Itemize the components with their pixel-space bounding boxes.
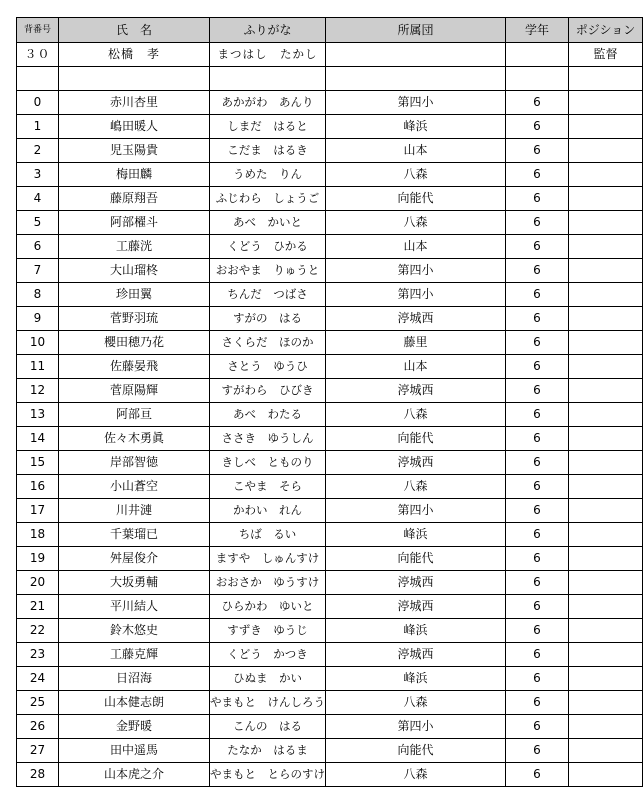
player-position bbox=[569, 355, 643, 379]
player-position bbox=[569, 259, 643, 283]
player-position bbox=[569, 667, 643, 691]
blank-row bbox=[17, 67, 643, 91]
player-row bbox=[17, 307, 643, 331]
player-name: 工藤克輝 bbox=[59, 643, 210, 667]
player-name: 嶋田暖人 bbox=[59, 115, 210, 139]
header-number: 背番号 bbox=[17, 18, 59, 43]
player-kana: くどう ひかる bbox=[210, 235, 326, 259]
player-number: 10 bbox=[17, 331, 59, 355]
blank-cell bbox=[59, 67, 210, 91]
player-kana: ささき ゆうしん bbox=[210, 427, 326, 451]
player-kana: たなか はるま bbox=[210, 739, 326, 763]
player-row bbox=[17, 763, 643, 787]
player-kana: おおやま りゅうと bbox=[210, 259, 326, 283]
player-row bbox=[17, 403, 643, 427]
player-position bbox=[569, 619, 643, 643]
player-name: 山本虎之介 bbox=[59, 763, 210, 787]
player-team: 渟城西 bbox=[326, 379, 506, 403]
header-kana: ふりがな bbox=[210, 18, 326, 43]
blank-cell bbox=[506, 67, 569, 91]
player-position bbox=[569, 427, 643, 451]
player-team: 山本 bbox=[326, 139, 506, 163]
player-team: 第四小 bbox=[326, 499, 506, 523]
player-grade: 6 bbox=[506, 403, 569, 427]
player-team: 峰浜 bbox=[326, 523, 506, 547]
player-row bbox=[17, 475, 643, 499]
player-position bbox=[569, 499, 643, 523]
player-team: 峰浜 bbox=[326, 667, 506, 691]
player-position bbox=[569, 91, 643, 115]
player-name: 櫻田穂乃花 bbox=[59, 331, 210, 355]
player-grade: 6 bbox=[506, 331, 569, 355]
player-number: 11 bbox=[17, 355, 59, 379]
player-position bbox=[569, 595, 643, 619]
player-name: 佐々木勇眞 bbox=[59, 427, 210, 451]
player-row bbox=[17, 355, 643, 379]
player-number: 3 bbox=[17, 163, 59, 187]
player-row bbox=[17, 331, 643, 355]
player-kana: うめた りん bbox=[210, 163, 326, 187]
player-row bbox=[17, 427, 643, 451]
player-kana: ふじわら しょうご bbox=[210, 187, 326, 211]
player-grade: 6 bbox=[506, 715, 569, 739]
coach-kana: まつはし たかし bbox=[210, 43, 326, 67]
player-position bbox=[569, 643, 643, 667]
player-row bbox=[17, 379, 643, 403]
player-team: 渟城西 bbox=[326, 571, 506, 595]
player-name: 岸部智徳 bbox=[59, 451, 210, 475]
player-row bbox=[17, 643, 643, 667]
player-grade: 6 bbox=[506, 547, 569, 571]
player-number: 12 bbox=[17, 379, 59, 403]
player-team: 渟城西 bbox=[326, 643, 506, 667]
player-grade: 6 bbox=[506, 91, 569, 115]
player-position bbox=[569, 739, 643, 763]
player-row bbox=[17, 547, 643, 571]
player-kana: おおさか ゆうすけ bbox=[210, 571, 326, 595]
player-number: 19 bbox=[17, 547, 59, 571]
player-row bbox=[17, 235, 643, 259]
player-name: 佐藤晏飛 bbox=[59, 355, 210, 379]
player-number: 28 bbox=[17, 763, 59, 787]
player-name: 田中遥馬 bbox=[59, 739, 210, 763]
blank-cell bbox=[569, 67, 643, 91]
header-grade: 学年 bbox=[506, 18, 569, 43]
player-row bbox=[17, 451, 643, 475]
player-row bbox=[17, 211, 643, 235]
player-position bbox=[569, 403, 643, 427]
player-team: 第四小 bbox=[326, 283, 506, 307]
player-position bbox=[569, 283, 643, 307]
player-team: 八森 bbox=[326, 163, 506, 187]
player-grade: 6 bbox=[506, 355, 569, 379]
player-grade: 6 bbox=[506, 619, 569, 643]
player-team: 藤里 bbox=[326, 331, 506, 355]
player-team: 向能代 bbox=[326, 187, 506, 211]
blank-cell bbox=[17, 67, 59, 91]
player-name: 阿部亘 bbox=[59, 403, 210, 427]
player-row bbox=[17, 667, 643, 691]
header-row bbox=[17, 18, 643, 43]
player-row bbox=[17, 619, 643, 643]
player-number: 21 bbox=[17, 595, 59, 619]
player-number: 5 bbox=[17, 211, 59, 235]
player-grade: 6 bbox=[506, 739, 569, 763]
player-position bbox=[569, 331, 643, 355]
player-team: 八森 bbox=[326, 763, 506, 787]
player-name: 舛屋俊介 bbox=[59, 547, 210, 571]
blank-cell bbox=[210, 67, 326, 91]
player-name: 珍田翼 bbox=[59, 283, 210, 307]
player-kana: ますや しゅんすけ bbox=[210, 547, 326, 571]
player-grade: 6 bbox=[506, 475, 569, 499]
player-team: 峰浜 bbox=[326, 619, 506, 643]
player-team: 渟城西 bbox=[326, 451, 506, 475]
player-name: 児玉陽貴 bbox=[59, 139, 210, 163]
player-name: 鈴木悠史 bbox=[59, 619, 210, 643]
roster-table bbox=[16, 17, 643, 787]
player-number: 13 bbox=[17, 403, 59, 427]
player-position bbox=[569, 211, 643, 235]
player-kana: ひらかわ ゆいと bbox=[210, 595, 326, 619]
player-name: 山本健志朗 bbox=[59, 691, 210, 715]
player-row bbox=[17, 139, 643, 163]
player-position bbox=[569, 451, 643, 475]
player-name: 平川結人 bbox=[59, 595, 210, 619]
player-kana: こやま そら bbox=[210, 475, 326, 499]
player-grade: 6 bbox=[506, 427, 569, 451]
player-grade: 6 bbox=[506, 235, 569, 259]
player-number: 7 bbox=[17, 259, 59, 283]
player-position bbox=[569, 187, 643, 211]
coach-number: ３０ bbox=[17, 43, 59, 67]
player-name: 赤川杏里 bbox=[59, 91, 210, 115]
player-row bbox=[17, 523, 643, 547]
player-kana: きしべ とものり bbox=[210, 451, 326, 475]
player-row bbox=[17, 115, 643, 139]
player-name: 工藤洸 bbox=[59, 235, 210, 259]
player-name: 大坂勇輔 bbox=[59, 571, 210, 595]
player-kana: すがの はる bbox=[210, 307, 326, 331]
player-position bbox=[569, 523, 643, 547]
player-team: 第四小 bbox=[326, 715, 506, 739]
player-position bbox=[569, 139, 643, 163]
player-kana: こだま はるき bbox=[210, 139, 326, 163]
player-team: 峰浜 bbox=[326, 115, 506, 139]
player-team: 渟城西 bbox=[326, 595, 506, 619]
player-row bbox=[17, 259, 643, 283]
player-grade: 6 bbox=[506, 451, 569, 475]
player-kana: すがわら ひびき bbox=[210, 379, 326, 403]
player-row bbox=[17, 571, 643, 595]
player-kana: しまだ はると bbox=[210, 115, 326, 139]
player-kana: ひぬま かい bbox=[210, 667, 326, 691]
player-row bbox=[17, 595, 643, 619]
player-number: 27 bbox=[17, 739, 59, 763]
player-number: 25 bbox=[17, 691, 59, 715]
player-row bbox=[17, 715, 643, 739]
player-row bbox=[17, 499, 643, 523]
player-row bbox=[17, 91, 643, 115]
player-number: 20 bbox=[17, 571, 59, 595]
coach-name: 松橋 孝 bbox=[59, 43, 210, 67]
player-number: 2 bbox=[17, 139, 59, 163]
player-name: 日沼海 bbox=[59, 667, 210, 691]
player-team: 第四小 bbox=[326, 259, 506, 283]
player-team: 向能代 bbox=[326, 739, 506, 763]
player-grade: 6 bbox=[506, 259, 569, 283]
player-grade: 6 bbox=[506, 763, 569, 787]
player-name: 川井漣 bbox=[59, 499, 210, 523]
player-number: 14 bbox=[17, 427, 59, 451]
roster-sheet bbox=[16, 17, 643, 787]
player-row bbox=[17, 739, 643, 763]
player-number: 6 bbox=[17, 235, 59, 259]
player-name: 大山瑠柊 bbox=[59, 259, 210, 283]
player-row bbox=[17, 187, 643, 211]
player-kana: くどう かつき bbox=[210, 643, 326, 667]
player-number: 17 bbox=[17, 499, 59, 523]
coach-row bbox=[17, 43, 643, 67]
player-grade: 6 bbox=[506, 307, 569, 331]
player-number: 4 bbox=[17, 187, 59, 211]
player-grade: 6 bbox=[506, 691, 569, 715]
player-position bbox=[569, 307, 643, 331]
coach-team bbox=[326, 43, 506, 67]
player-row bbox=[17, 163, 643, 187]
player-position bbox=[569, 571, 643, 595]
player-team: 八森 bbox=[326, 211, 506, 235]
player-grade: 6 bbox=[506, 667, 569, 691]
player-name: 阿部櫂斗 bbox=[59, 211, 210, 235]
player-number: 22 bbox=[17, 619, 59, 643]
player-position bbox=[569, 115, 643, 139]
player-team: 八森 bbox=[326, 475, 506, 499]
player-grade: 6 bbox=[506, 211, 569, 235]
player-name: 菅原陽輝 bbox=[59, 379, 210, 403]
player-number: 8 bbox=[17, 283, 59, 307]
player-name: 藤原翔吾 bbox=[59, 187, 210, 211]
player-row bbox=[17, 283, 643, 307]
player-number: 16 bbox=[17, 475, 59, 499]
player-grade: 6 bbox=[506, 163, 569, 187]
player-grade: 6 bbox=[506, 571, 569, 595]
header-position: ポジション bbox=[569, 18, 643, 43]
player-number: 26 bbox=[17, 715, 59, 739]
blank-cell bbox=[326, 67, 506, 91]
player-team: 八森 bbox=[326, 691, 506, 715]
player-team: 向能代 bbox=[326, 547, 506, 571]
header-name: 氏 名 bbox=[59, 18, 210, 43]
header-team: 所属団 bbox=[326, 18, 506, 43]
player-kana: あべ かいと bbox=[210, 211, 326, 235]
player-kana: さとう ゆうひ bbox=[210, 355, 326, 379]
player-team: 八森 bbox=[326, 403, 506, 427]
player-row bbox=[17, 691, 643, 715]
player-team: 渟城西 bbox=[326, 307, 506, 331]
player-position bbox=[569, 715, 643, 739]
player-name: 小山蒼空 bbox=[59, 475, 210, 499]
player-kana: やまもと けんしろう bbox=[210, 691, 326, 715]
player-kana: ちば るい bbox=[210, 523, 326, 547]
player-name: 梅田麟 bbox=[59, 163, 210, 187]
player-grade: 6 bbox=[506, 139, 569, 163]
player-grade: 6 bbox=[506, 379, 569, 403]
player-position bbox=[569, 163, 643, 187]
player-team: 向能代 bbox=[326, 427, 506, 451]
player-team: 山本 bbox=[326, 355, 506, 379]
player-name: 菅野羽琉 bbox=[59, 307, 210, 331]
player-grade: 6 bbox=[506, 187, 569, 211]
player-kana: さくらだ ほのか bbox=[210, 331, 326, 355]
player-grade: 6 bbox=[506, 499, 569, 523]
player-kana: ちんだ つばさ bbox=[210, 283, 326, 307]
player-position bbox=[569, 379, 643, 403]
player-name: 千葉瑠已 bbox=[59, 523, 210, 547]
player-kana: こんの はる bbox=[210, 715, 326, 739]
player-number: 23 bbox=[17, 643, 59, 667]
player-kana: あかがわ あんり bbox=[210, 91, 326, 115]
player-kana: やまもと とらのすけ bbox=[210, 763, 326, 787]
player-name: 金野暖 bbox=[59, 715, 210, 739]
player-kana: すずき ゆうじ bbox=[210, 619, 326, 643]
player-grade: 6 bbox=[506, 283, 569, 307]
player-number: 9 bbox=[17, 307, 59, 331]
player-grade: 6 bbox=[506, 523, 569, 547]
player-grade: 6 bbox=[506, 643, 569, 667]
player-position bbox=[569, 763, 643, 787]
player-number: 1 bbox=[17, 115, 59, 139]
player-position bbox=[569, 475, 643, 499]
player-number: 15 bbox=[17, 451, 59, 475]
player-number: 18 bbox=[17, 523, 59, 547]
player-position bbox=[569, 547, 643, 571]
coach-grade bbox=[506, 43, 569, 67]
player-grade: 6 bbox=[506, 115, 569, 139]
player-number: 0 bbox=[17, 91, 59, 115]
player-team: 第四小 bbox=[326, 91, 506, 115]
player-kana: かわい れん bbox=[210, 499, 326, 523]
player-grade: 6 bbox=[506, 595, 569, 619]
coach-position: 監督 bbox=[569, 43, 643, 67]
player-team: 山本 bbox=[326, 235, 506, 259]
player-number: 24 bbox=[17, 667, 59, 691]
player-kana: あべ わたる bbox=[210, 403, 326, 427]
player-position bbox=[569, 691, 643, 715]
player-position bbox=[569, 235, 643, 259]
